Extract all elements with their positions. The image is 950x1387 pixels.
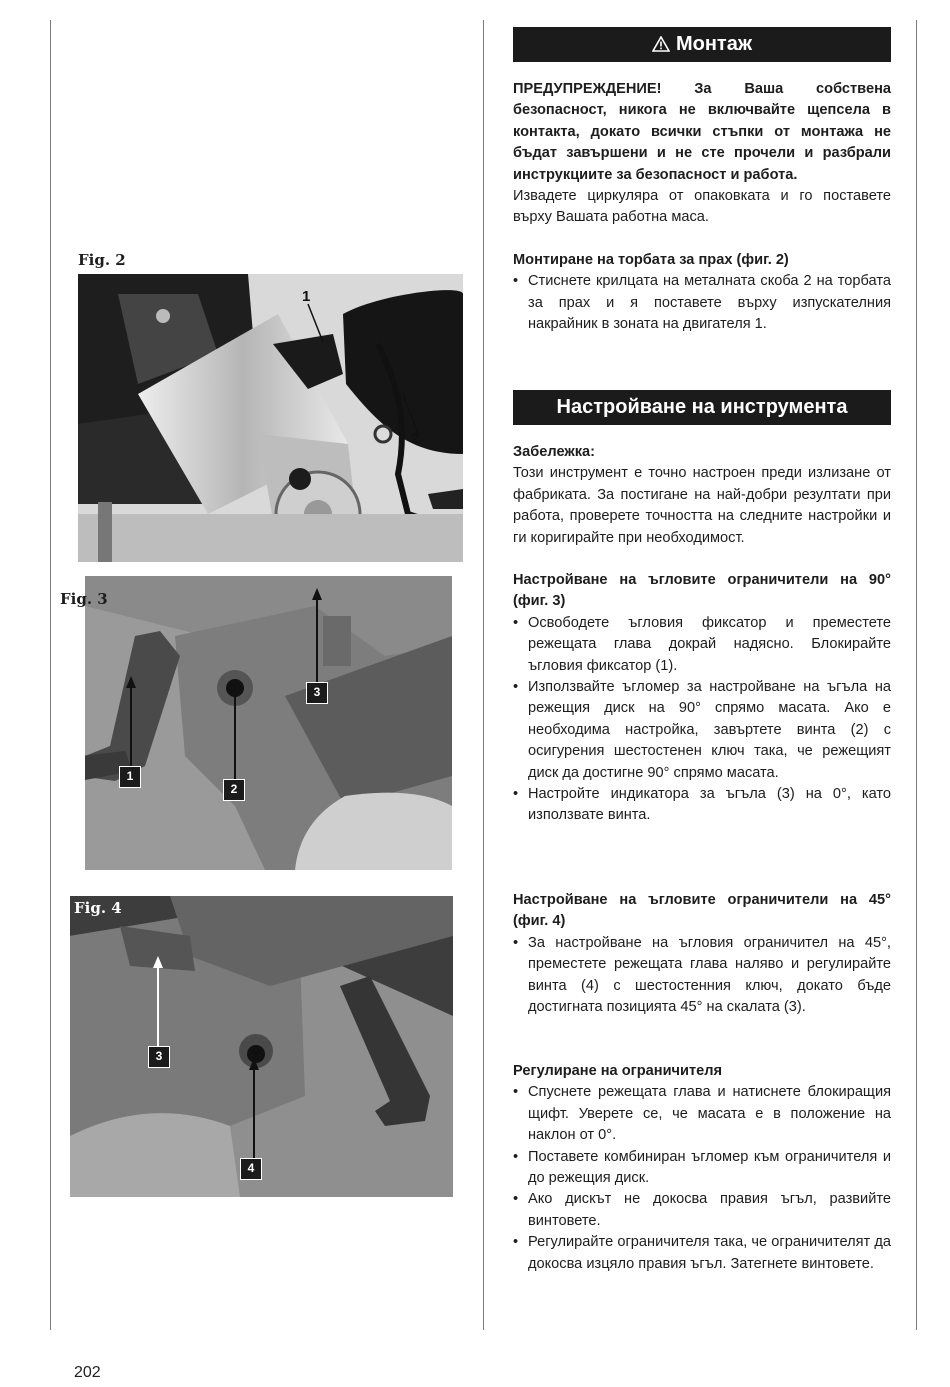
assembly-banner (513, 27, 891, 62)
fig2-callout-1: 1 (302, 288, 311, 305)
fig4-label: Fig. 4 (74, 899, 122, 917)
assembly-title: Монтаж (675, 33, 753, 55)
stop45-heading: Настройване на ъгловите ограничители на 45° (фиг. 4) (513, 892, 891, 930)
fig4-callout-4: 4 (240, 1158, 262, 1180)
fig3-label: Fig. 3 (60, 590, 108, 608)
list-item: • Регулирайте ограничителя така, че ограничителят да докосва изцяло правия ъгъл. Затегнете винтовете. (513, 1232, 891, 1275)
fig3-callout-3: 3 (306, 682, 328, 704)
limiter-heading: Регулиране на ограничителя (513, 1063, 723, 1079)
stop90-list (513, 613, 891, 827)
dust-bag-list (513, 271, 891, 335)
right-margin-line (916, 20, 917, 1330)
list-item: • Настройте индикатора за ъгъла (3) на 0°, като използвате винта. (513, 784, 891, 827)
stop90-section (513, 570, 891, 827)
note-text: Този инструмент е точно настроен преди излизане от фабриката. За постигане на най-добри резултати при работа, проверете точността на следните настройки и ги коригирайте при необходимост. (513, 465, 891, 546)
page-number: 202 (74, 1364, 101, 1381)
fig4-callout-3: 3 (148, 1046, 170, 1068)
assembly-warning-text: Извадете циркуляра от опаковката и го поставете върху Вашата работна маса. (513, 188, 891, 226)
dust-bag-section (513, 250, 891, 336)
assembly-warning-block (513, 79, 891, 229)
fig4-photo (70, 896, 453, 1197)
fig3-callout-1: 1 (119, 766, 141, 788)
stop45-list (513, 933, 891, 1019)
list-item: • Използвайте ъгломер за настройване на ъгъла на режещия диск на 90° спрямо масата. Ако е необходима настройка, завъртете винта (2) с осигурения шестостенен ключ така, че режещият диск да достигне 90° спрямо масата. (513, 677, 891, 784)
list-item: • Спуснете режещата глава и натиснете блокиращия щифт. Уверете се, че масата е в положение на наклон от 0°. (513, 1082, 891, 1146)
assembly-warning-bold: ПРЕДУПРЕЖДЕНИЕ! За Ваша собствена безопасност, никога не включвайте щепсела в контакта, докато всички стъпки от монтажа не бъдат завършени и не сте прочели и разбрали инструкциите за безопасност и работа. (513, 81, 891, 183)
limiter-section (513, 1061, 891, 1275)
adjust-banner: Настройване на инструмента (513, 390, 891, 425)
list-item: • За настройване на ъгловия ограничител на 45°, преместете режещата глава наляво и регулирайте винта (4) с шестостенния ключ, докато бъде достигната позицията 45° на скалата (3). (513, 933, 891, 1019)
limiter-list (513, 1082, 891, 1275)
stop45-section (513, 890, 891, 1018)
center-divider-line (483, 20, 484, 1330)
fig2-photo (78, 274, 463, 562)
fig3-photo (85, 576, 452, 870)
note-section (513, 442, 891, 549)
fig3-callout-2: 2 (223, 779, 245, 801)
stop90-heading: Настройване на ъгловите ограничители на 90° (фиг. 3) (513, 572, 891, 610)
fig2-callout-2: 2 (411, 430, 420, 447)
list-item: • Стиснете крилцата на металната скоба 2 на торбата за прах и я поставете върху изпускателния накрайник в зоната на двигателя 1. (513, 271, 891, 335)
list-item: • Ако дискът не докосва правия ъгъл, развийте винтовете. (513, 1189, 891, 1232)
list-item: • Поставете комбиниран ъгломер към ограничителя и до режещия диск. (513, 1147, 891, 1190)
dust-bag-heading: Монтиране на торбата за прах (фиг. 2) (513, 252, 789, 268)
left-margin-line (50, 20, 51, 1330)
warning-triangle-icon (652, 29, 670, 64)
note-heading: Забележка: (513, 444, 596, 460)
list-item: • Освободете ъгловия фиксатор и преместете режещата глава докрай надясно. Блокирайте ъгловия фиксатор (1). (513, 613, 891, 677)
fig2-label: Fig. 2 (78, 251, 126, 269)
